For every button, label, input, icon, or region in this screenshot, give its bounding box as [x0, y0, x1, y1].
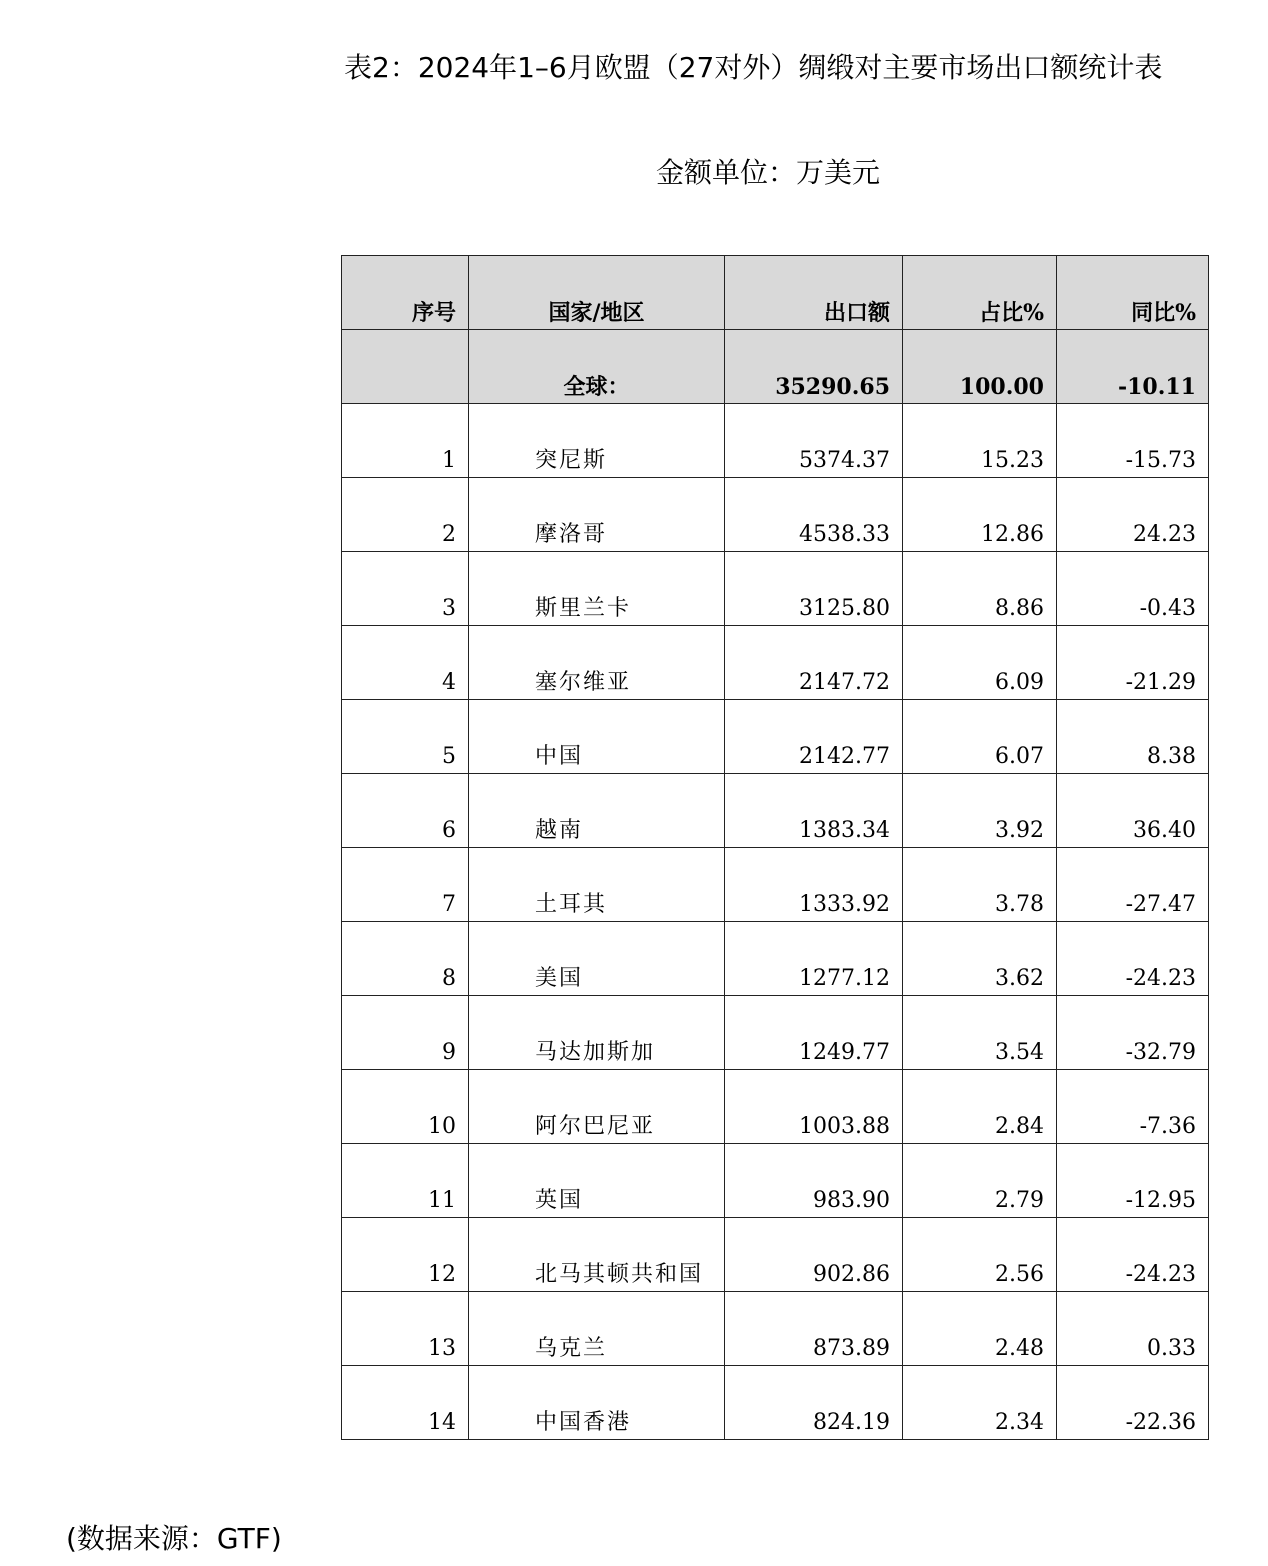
table-row [342, 478, 1209, 552]
row-seq: 7 [342, 848, 469, 922]
table-row [342, 922, 1209, 996]
row-seq: 12 [342, 1218, 469, 1292]
row-seq: 10 [342, 1070, 469, 1144]
table-body [342, 330, 1209, 1440]
header-export: 出口额 [725, 256, 903, 330]
row-yoy: -27.47 [1057, 848, 1209, 922]
table-row [342, 1366, 1209, 1440]
row-seq: 11 [342, 1144, 469, 1218]
row-export: 4538.33 [725, 478, 903, 552]
row-country: 土耳其 [469, 848, 725, 922]
row-share: 3.62 [903, 922, 1057, 996]
row-export: 3125.80 [725, 552, 903, 626]
row-export: 2142.77 [725, 700, 903, 774]
row-share: 15.23 [903, 404, 1057, 478]
export-stats-table [341, 255, 1209, 1440]
row-yoy: 8.38 [1057, 700, 1209, 774]
header-share: 占比% [903, 256, 1057, 330]
row-share: 3.78 [903, 848, 1057, 922]
table-row [342, 404, 1209, 478]
header-country: 国家/地区 [469, 256, 725, 330]
total-export: 35290.65 [725, 330, 903, 404]
table-row [342, 1070, 1209, 1144]
row-share: 8.86 [903, 552, 1057, 626]
row-export: 1333.92 [725, 848, 903, 922]
row-export: 1249.77 [725, 996, 903, 1070]
row-country: 美国 [469, 922, 725, 996]
row-country: 中国香港 [469, 1366, 725, 1440]
row-seq: 6 [342, 774, 469, 848]
row-share: 6.07 [903, 700, 1057, 774]
row-seq: 14 [342, 1366, 469, 1440]
row-yoy: -0.43 [1057, 552, 1209, 626]
row-country: 斯里兰卡 [469, 552, 725, 626]
row-export: 1277.12 [725, 922, 903, 996]
data-source-note: (数据来源：GTF) [66, 1522, 282, 1555]
row-yoy: -24.23 [1057, 1218, 1209, 1292]
row-country: 摩洛哥 [469, 478, 725, 552]
row-share: 12.86 [903, 478, 1057, 552]
table-row [342, 700, 1209, 774]
row-yoy: -15.73 [1057, 404, 1209, 478]
row-export: 1003.88 [725, 1070, 903, 1144]
table-row [342, 1144, 1209, 1218]
table-row [342, 1218, 1209, 1292]
unit-label: 金额单位：万美元 [656, 156, 881, 189]
row-seq: 3 [342, 552, 469, 626]
row-share: 2.56 [903, 1218, 1057, 1292]
row-yoy: -24.23 [1057, 922, 1209, 996]
row-share: 2.48 [903, 1292, 1057, 1366]
row-yoy: -22.36 [1057, 1366, 1209, 1440]
row-yoy: 36.40 [1057, 774, 1209, 848]
row-country: 突尼斯 [469, 404, 725, 478]
row-share: 6.09 [903, 626, 1057, 700]
row-country: 马达加斯加 [469, 996, 725, 1070]
row-export: 873.89 [725, 1292, 903, 1366]
row-country: 乌克兰 [469, 1292, 725, 1366]
row-seq: 8 [342, 922, 469, 996]
total-share: 100.00 [903, 330, 1057, 404]
table-row [342, 626, 1209, 700]
table-row [342, 996, 1209, 1070]
table-title: 表2：2024年1–6月欧盟（27对外）绸缎对主要市场出口额统计表 [344, 51, 1163, 84]
row-share: 3.92 [903, 774, 1057, 848]
row-country: 塞尔维亚 [469, 626, 725, 700]
row-export: 2147.72 [725, 626, 903, 700]
row-seq: 9 [342, 996, 469, 1070]
row-seq: 13 [342, 1292, 469, 1366]
row-share: 3.54 [903, 996, 1057, 1070]
row-share: 2.84 [903, 1070, 1057, 1144]
total-seq-cell [342, 330, 469, 404]
row-export: 824.19 [725, 1366, 903, 1440]
header-seq: 序号 [342, 256, 469, 330]
table-row [342, 774, 1209, 848]
table-row [342, 552, 1209, 626]
row-share: 2.79 [903, 1144, 1057, 1218]
row-export: 983.90 [725, 1144, 903, 1218]
row-export: 1383.34 [725, 774, 903, 848]
row-seq: 5 [342, 700, 469, 774]
row-country: 英国 [469, 1144, 725, 1218]
row-yoy: -7.36 [1057, 1070, 1209, 1144]
header-yoy: 同比% [1057, 256, 1209, 330]
table-header-row [342, 256, 1209, 330]
row-country: 中国 [469, 700, 725, 774]
row-seq: 2 [342, 478, 469, 552]
row-export: 902.86 [725, 1218, 903, 1292]
total-label: 全球： [469, 330, 725, 404]
row-yoy: -12.95 [1057, 1144, 1209, 1218]
row-yoy: -21.29 [1057, 626, 1209, 700]
row-yoy: -32.79 [1057, 996, 1209, 1070]
row-yoy: 0.33 [1057, 1292, 1209, 1366]
total-row [342, 330, 1209, 404]
row-seq: 4 [342, 626, 469, 700]
table-row [342, 1292, 1209, 1366]
row-seq: 1 [342, 404, 469, 478]
row-share: 2.34 [903, 1366, 1057, 1440]
table-row [342, 848, 1209, 922]
row-yoy: 24.23 [1057, 478, 1209, 552]
total-yoy: -10.11 [1057, 330, 1209, 404]
row-country: 越南 [469, 774, 725, 848]
row-country: 阿尔巴尼亚 [469, 1070, 725, 1144]
row-country: 北马其顿共和国 [469, 1218, 725, 1292]
row-export: 5374.37 [725, 404, 903, 478]
